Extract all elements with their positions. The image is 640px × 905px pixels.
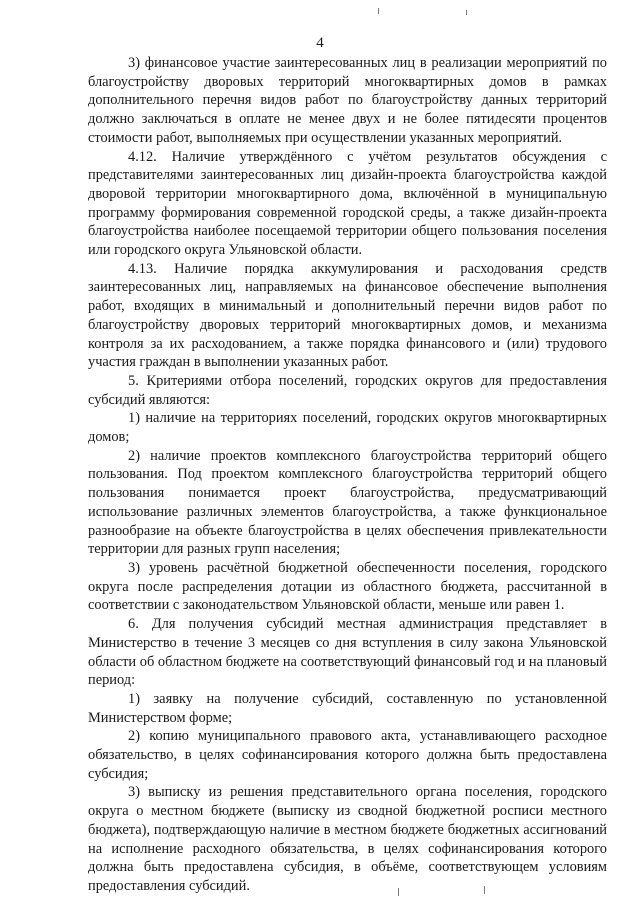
- paragraph-5-1: 1) наличие на территориях поселений, городских округов многоквартирных домов;: [88, 410, 607, 446]
- page-number: 4: [316, 35, 324, 51]
- scan-mark-bottom: [398, 888, 399, 896]
- paragraph-6-3: 3) выписку из решения представительного органа поселения, городского округа о местном бюджете (выписку из сводной бюджетной росписи местного бюджета), подтверждающую наличие в местном бюджете бюджетных ассигнований на исполнение расходного обязательства, в целях софинансирования которого должна быть предоставлена субсидия, в объёме, соответствующем условиям предоставления субсидий.: [88, 784, 607, 894]
- scan-mark-top-right: [466, 10, 467, 15]
- paragraph-6: 6. Для получения субсидий местная администрация представляет в Министерство в течение 3 месяцев со дня вступления в силу закона Ульяновской области об областном бюджете на соответствующий финансовый год и на плановый период:: [88, 616, 607, 689]
- scan-mark-top: [378, 8, 379, 14]
- scan-mark-bottom-right: [484, 886, 485, 894]
- paragraph-6-1: 1) заявку на получение субсидий, составленную по установленной Министерством форме;: [88, 690, 607, 726]
- document-body: [88, 54, 607, 896]
- paragraph-4-12: 4.12. Наличие утверждённого с учётом результатов обсуждения с представителями заинтересованных лиц дизайн-проекта благоустройства каждой дворовой территории многоквартирного дома, включённой в муниципальную программу формирования современной городской среды, а также дизайн-проекта благоустройства наиболее посещаемой территории общего пользования поселения или городского округа Ульяновской области.: [88, 148, 607, 259]
- paragraph-4-13: 4.13. Наличие порядка аккумулирования и расходования средств заинтересованных лиц, направляемых на финансовое обеспечение выполнения работ, входящих в минимальный и дополнительный перечни видов работ по благоустройству дворовых территорий многоквартирных домов, и механизма контроля за их расходованием, а также порядка финансового и (или) трудового участия граждан в выполнении указанных работ.: [88, 260, 607, 371]
- paragraph-5: 5. Критериями отбора поселений, городских округов для предоставления субсидий являются:: [88, 372, 607, 408]
- paragraph-6-2: 2) копию муниципального правового акта, устанавливающего расходное обязательство, в целях софинансирования которого должна быть предоставлена субсидия;: [88, 728, 607, 782]
- paragraph-5-3: 3) уровень расчётной бюджетной обеспеченности поселения, городского округа после распределения дотации из областного бюджета, рассчитанной в соответствии с законодательством Ульяновской области, меньше или равен 1.: [88, 559, 607, 614]
- paragraph-5-2: 2) наличие проектов комплексного благоустройства территорий общего пользования. Под проектом комплексного благоустройства территорий общего пользования понимается проект благоустройства, предусматривающий использование различных элементов благоустройства, а также функциональное разнообразие на объекте благоустройства в целях обеспечения привлекательности территории для разных групп населения;: [88, 447, 607, 558]
- paragraph-finance-participation: 3) финансовое участие заинтересованных лиц в реализации мероприятий по благоустройству дворовых территорий многоквартирных домов в рамках дополнительного перечня видов работ по благоустройству данных территорий должно заключаться в оплате не менее двух и не более пятидесяти процентов стоимости работ, выполняемых при осуществлении указанных мероприятий.: [88, 55, 607, 146]
